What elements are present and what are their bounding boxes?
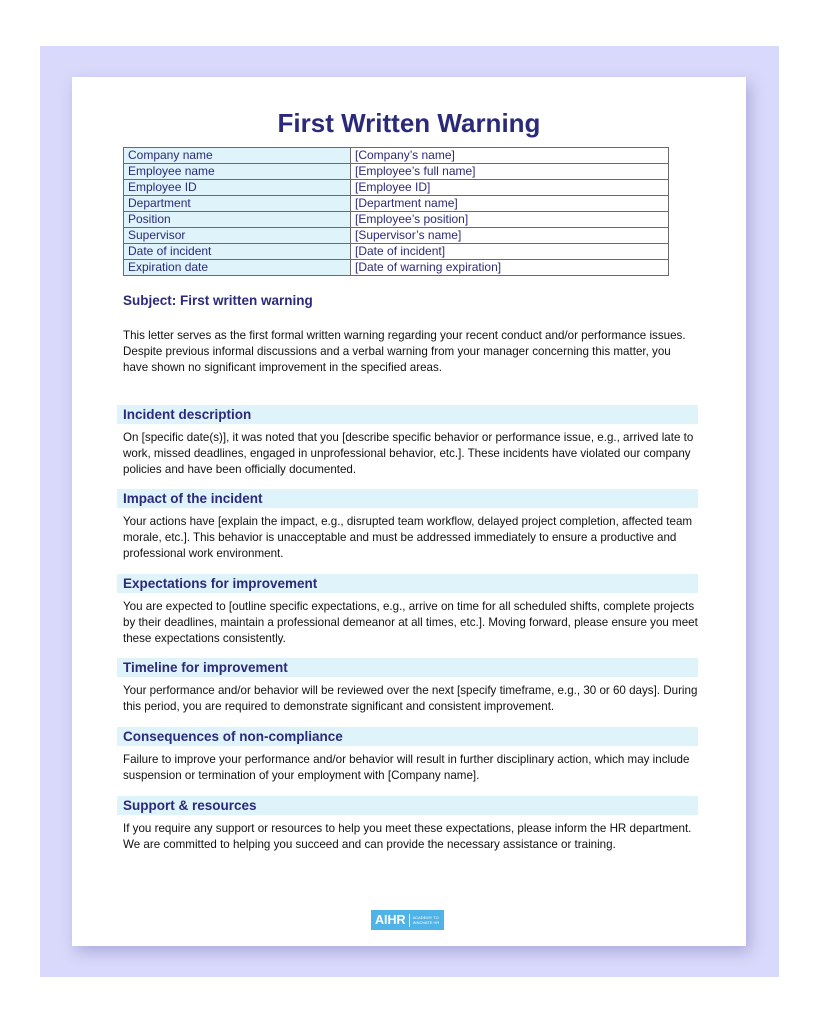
info-value: [Supervisor’s name]	[351, 228, 669, 244]
table-row	[124, 164, 669, 180]
info-label: Position	[124, 212, 351, 228]
table-row	[124, 196, 669, 212]
employee-info-table	[123, 147, 669, 276]
logo-tagline: ACADEMY TO INNOVATE HR	[412, 915, 440, 925]
section-heading-support: Support & resources	[117, 796, 698, 815]
info-label: Date of incident	[124, 244, 351, 260]
table-row	[124, 148, 669, 164]
section-heading-timeline: Timeline for improvement	[117, 658, 698, 677]
info-value: [Department name]	[351, 196, 669, 212]
aihr-logo	[371, 910, 444, 930]
info-value: [Employee’s full name]	[351, 164, 669, 180]
section-heading-expectations: Expectations for improvement	[117, 574, 698, 593]
info-value: [Date of warning expiration]	[351, 260, 669, 276]
info-label: Employee ID	[124, 180, 351, 196]
table-row	[124, 260, 669, 276]
info-value: [Company’s name]	[351, 148, 669, 164]
table-row	[124, 244, 669, 260]
info-label: Supervisor	[124, 228, 351, 244]
section-body-support: If you require any support or resources to help you meet these expectations, please inform the HR department. We are committed to helping you succeed and can provide the necessary assistance or training.	[123, 822, 692, 851]
section-body-timeline: Your performance and/or behavior will be reviewed over the next [specify timeframe, e.g., 30 or 60 days]. During this period, you are required to demonstrate significant and consistent improvement.	[123, 684, 698, 713]
table-row	[124, 180, 669, 196]
info-label: Employee name	[124, 164, 351, 180]
section-body-consequences: Failure to improve your performance and/or behavior will result in further disciplinary action, which may include suspension or termination of your employment with [Company name].	[123, 753, 690, 782]
section-body-incident: On [specific date(s)], it was noted that you [describe specific behavior or performance issue, e.g., arrived late to work, missed deadlines, engaged in unprofessional behavior, etc.]. These incidents have violated our company policies and have been officially documented.	[123, 431, 694, 476]
subject-line: Subject: First written warning	[123, 293, 313, 308]
logo-mark: AIHR	[375, 913, 406, 927]
info-label: Department	[124, 196, 351, 212]
table-row	[124, 228, 669, 244]
section-heading-consequences: Consequences of non-compliance	[117, 727, 698, 746]
section-body-expectations: You are expected to [outline specific expectations, e.g., arrive on time for all scheduled shifts, complete projects by their deadlines, maintain a professional demeanor at all times, etc.]. Moving forward, please ensure you meet these expectations consistently.	[123, 600, 698, 645]
section-heading-impact: Impact of the incident	[117, 489, 698, 508]
info-value: [Employee’s position]	[351, 212, 669, 228]
table-row	[124, 212, 669, 228]
intro-paragraph: This letter serves as the first formal written warning regarding your recent conduct and/or performance issues. Despite previous informal discussions and a verbal warning from your manager concerning this matter, you have shown no significant improvement in the specified areas.	[123, 329, 686, 374]
info-label: Company name	[124, 148, 351, 164]
info-value: [Employee ID]	[351, 180, 669, 196]
section-heading-incident: Incident description	[117, 405, 698, 424]
info-value: [Date of incident]	[351, 244, 669, 260]
document-page	[72, 77, 746, 946]
info-label: Expiration date	[124, 260, 351, 276]
section-body-impact: Your actions have [explain the impact, e.g., disrupted team workflow, delayed project completion, affected team morale, etc.]. This behavior is unacceptable and must be addressed immediately to ensure a productive and professional work environment.	[123, 515, 693, 560]
document-title: First Written Warning	[277, 108, 541, 138]
